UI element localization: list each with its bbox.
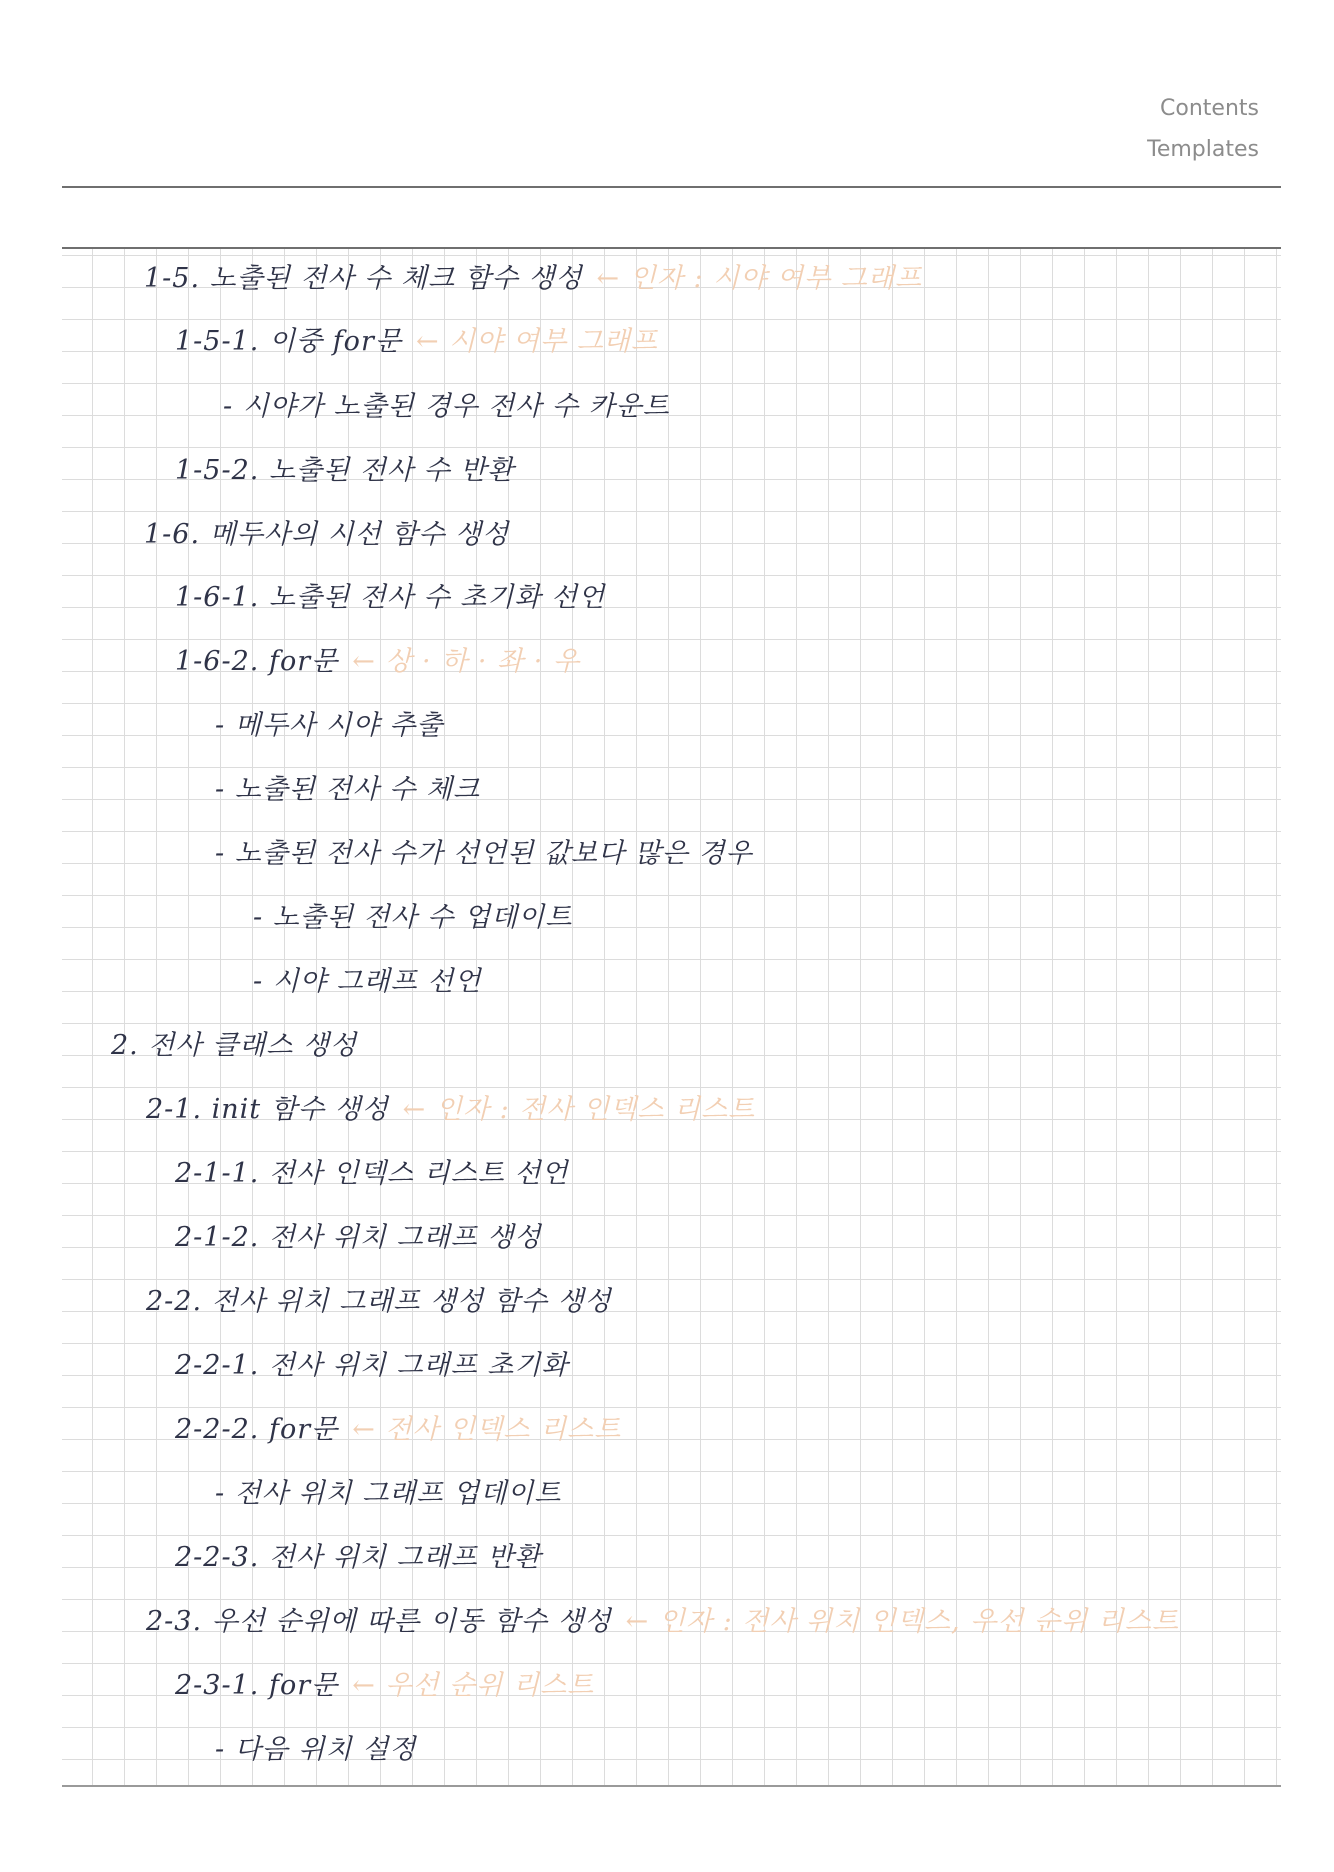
note-line <box>175 581 605 615</box>
note-line <box>253 901 572 935</box>
note-line <box>144 518 509 552</box>
grid-paper <box>62 247 1281 1787</box>
note-text: - 시야가 노출된 경우 전사 수 카운트 <box>223 391 670 422</box>
note-line <box>146 1093 755 1127</box>
note-line <box>175 1221 541 1255</box>
note-text: - 노출된 전사 수 업데이트 <box>253 902 573 933</box>
header-nav <box>1147 88 1259 170</box>
note-text: 1-6. 메두사의 시선 함수 생성 <box>144 519 510 550</box>
note-line <box>144 262 922 296</box>
templates-link[interactable]: Templates <box>1147 137 1259 162</box>
note-text: 1-6-2. for문 <box>175 646 339 677</box>
header-divider <box>62 186 1281 188</box>
note-text: 1-5-2. 노출된 전사 수 반환 <box>175 455 515 486</box>
note-text: 2-2-2. for문 <box>175 1414 339 1445</box>
note-text: - 전사 위치 그래프 업데이트 <box>215 1478 562 1509</box>
note-line <box>175 454 514 488</box>
note-line <box>215 709 443 743</box>
note-line <box>215 837 753 871</box>
note-text: 2-1-1. 전사 인덱스 리스트 선언 <box>175 1158 569 1189</box>
note-line <box>146 1605 1179 1639</box>
note-line <box>146 1285 612 1319</box>
note-line <box>175 645 580 679</box>
note-line <box>175 1669 594 1703</box>
annotation-text: ← 인자 : 시야 여부 그래프 <box>596 263 922 294</box>
annotation-text: ← 우선 순위 리스트 <box>352 1670 595 1701</box>
note-text: - 다음 위치 설정 <box>215 1734 417 1765</box>
note-text: - 시야 그래프 선언 <box>253 966 482 997</box>
note-line <box>175 1541 541 1575</box>
contents-link[interactable]: Contents <box>1160 96 1259 121</box>
note-text: 2-3. 우선 순위에 따른 이동 함수 생성 <box>146 1606 612 1637</box>
note-line <box>215 1477 561 1511</box>
note-text: 2-2-3. 전사 위치 그래프 반환 <box>175 1542 542 1573</box>
note-text: 2-2-1. 전사 위치 그래프 초기화 <box>175 1350 569 1381</box>
annotation-text: ← 상 · 하 · 좌 · 우 <box>352 646 580 677</box>
annotation-text: ← 인자 : 전사 인덱스 리스트 <box>402 1094 756 1125</box>
note-line <box>175 1349 569 1383</box>
note-text: 2-2. 전사 위치 그래프 생성 함수 생성 <box>146 1286 612 1317</box>
note-line <box>175 325 658 359</box>
note-line <box>215 773 480 807</box>
note-text: - 노출된 전사 수가 선언된 값보다 많은 경우 <box>215 838 753 869</box>
note-text: 1-5-1. 이중 for문 <box>175 326 402 357</box>
note-text: 1-6-1. 노출된 전사 수 초기화 선언 <box>175 582 606 613</box>
note-text: - 메두사 시야 추출 <box>215 710 444 741</box>
note-line <box>175 1157 569 1191</box>
note-text: 2-1. init 함수 생성 <box>146 1094 389 1125</box>
note-text: 2. 전사 클래스 생성 <box>111 1030 358 1061</box>
note-line <box>253 965 481 999</box>
annotation-text: ← 인자 : 전사 위치 인덱스, 우선 순위 리스트 <box>625 1606 1179 1637</box>
note-line <box>215 1733 416 1767</box>
note-text: 1-5. 노출된 전사 수 체크 함수 생성 <box>144 263 583 294</box>
note-line <box>175 1413 621 1447</box>
note-text: - 노출된 전사 수 체크 <box>215 774 481 805</box>
annotation-text: ← 시야 여부 그래프 <box>415 326 658 357</box>
note-text: 2-3-1. for문 <box>175 1670 339 1701</box>
note-line <box>223 390 670 424</box>
annotation-text: ← 전사 인덱스 리스트 <box>352 1414 622 1445</box>
note-text: 2-1-2. 전사 위치 그래프 생성 <box>175 1222 542 1253</box>
note-line <box>111 1029 357 1063</box>
